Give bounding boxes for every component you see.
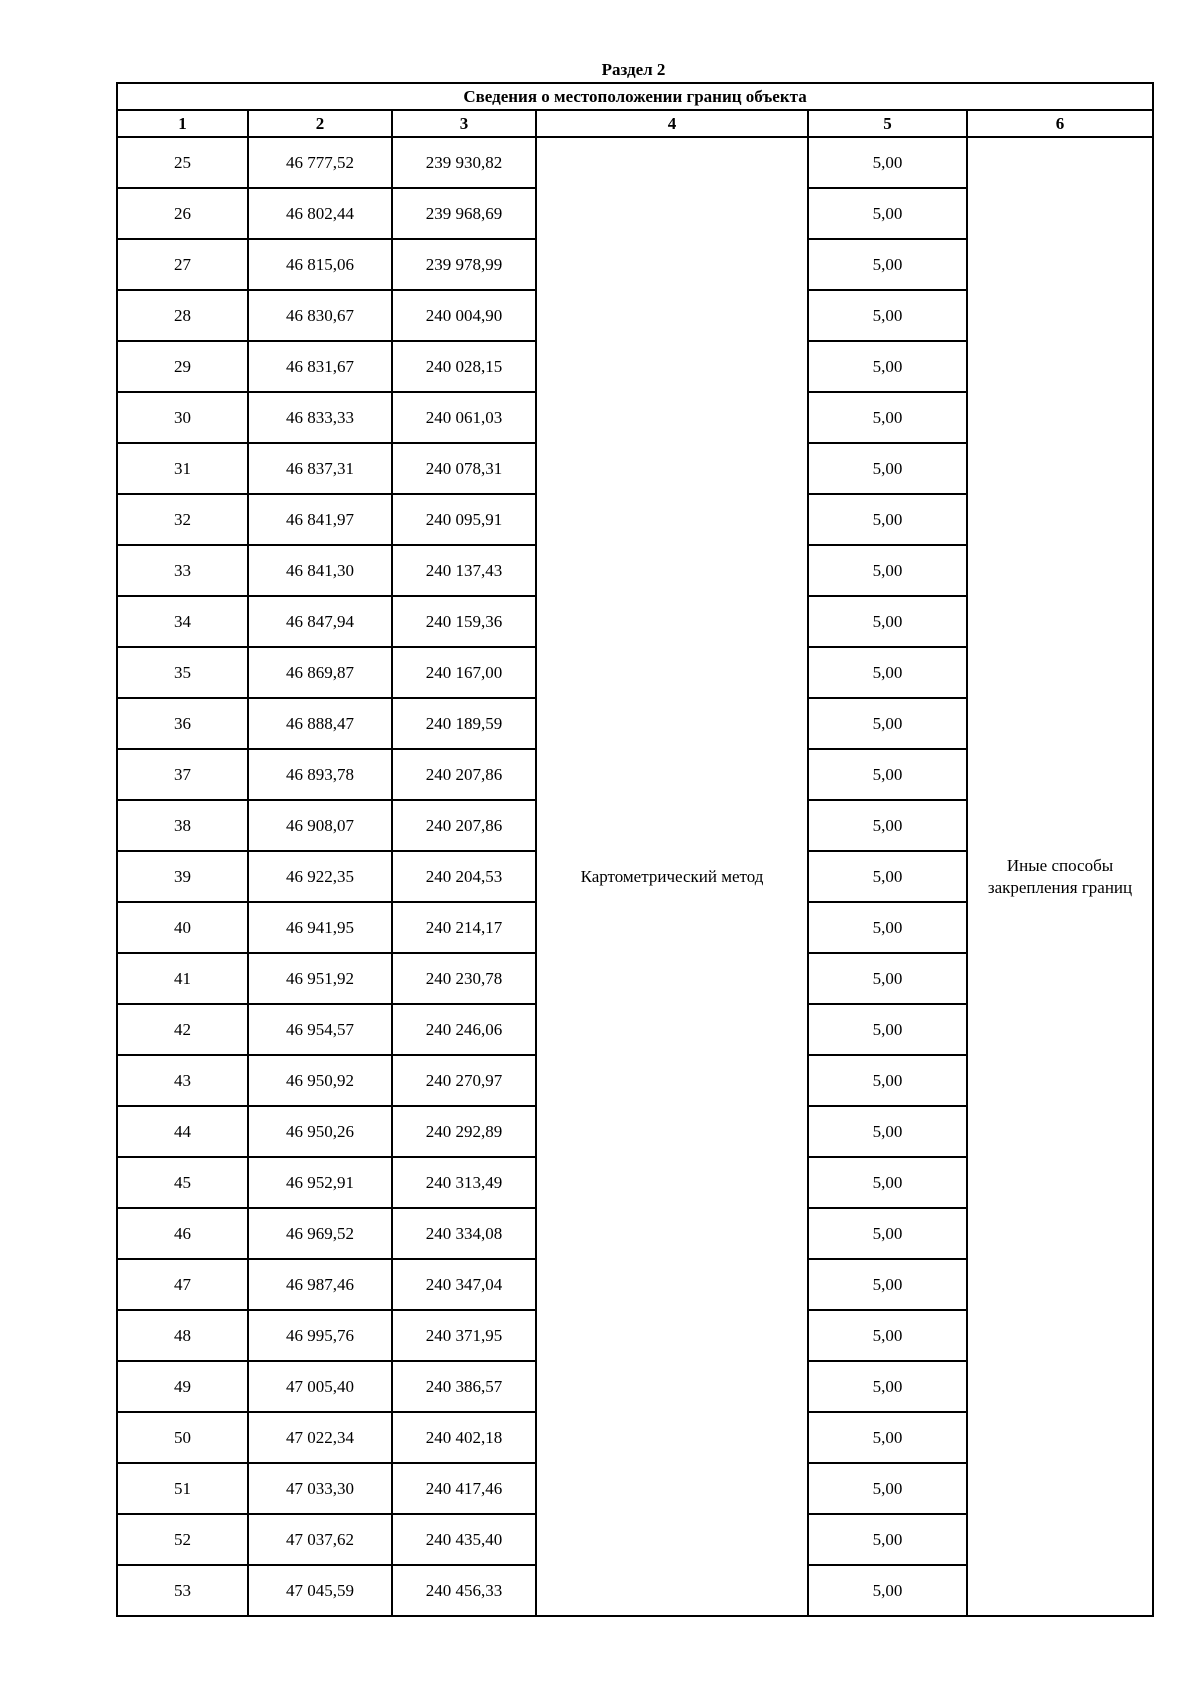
coordinate-y-cell: 240 204,53 <box>392 851 536 902</box>
coordinate-x-cell: 46 954,57 <box>248 1004 392 1055</box>
column-number-4: 4 <box>536 110 808 137</box>
accuracy-cell: 5,00 <box>808 698 967 749</box>
point-number-cell: 53 <box>117 1565 248 1616</box>
coordinate-y-cell: 240 313,49 <box>392 1157 536 1208</box>
coordinate-y-cell: 240 230,78 <box>392 953 536 1004</box>
accuracy-cell: 5,00 <box>808 443 967 494</box>
point-number-cell: 33 <box>117 545 248 596</box>
point-number-cell: 51 <box>117 1463 248 1514</box>
coordinate-x-cell: 46 869,87 <box>248 647 392 698</box>
coordinate-x-cell: 46 987,46 <box>248 1259 392 1310</box>
coordinate-x-cell: 47 005,40 <box>248 1361 392 1412</box>
coordinate-y-cell: 240 159,36 <box>392 596 536 647</box>
column-number-2: 2 <box>248 110 392 137</box>
table-body <box>117 83 1153 1616</box>
coordinate-y-cell: 240 207,86 <box>392 800 536 851</box>
coordinate-y-cell: 240 402,18 <box>392 1412 536 1463</box>
point-number-cell: 34 <box>117 596 248 647</box>
point-number-cell: 39 <box>117 851 248 902</box>
coordinate-y-cell: 240 270,97 <box>392 1055 536 1106</box>
coordinate-x-cell: 46 802,44 <box>248 188 392 239</box>
coordinate-y-cell: 239 968,69 <box>392 188 536 239</box>
coordinate-y-cell: 240 078,31 <box>392 443 536 494</box>
coordinate-y-cell: 240 207,86 <box>392 749 536 800</box>
coordinate-x-cell: 46 831,67 <box>248 341 392 392</box>
coordinate-x-cell: 46 830,67 <box>248 290 392 341</box>
point-number-cell: 35 <box>117 647 248 698</box>
accuracy-cell: 5,00 <box>808 494 967 545</box>
point-number-cell: 31 <box>117 443 248 494</box>
coordinate-x-cell: 46 969,52 <box>248 1208 392 1259</box>
point-number-cell: 49 <box>117 1361 248 1412</box>
accuracy-cell: 5,00 <box>808 1514 967 1565</box>
accuracy-cell: 5,00 <box>808 341 967 392</box>
coordinate-x-cell: 46 777,52 <box>248 137 392 188</box>
accuracy-cell: 5,00 <box>808 1208 967 1259</box>
column-number-row <box>117 110 1153 137</box>
coordinate-y-cell: 240 028,15 <box>392 341 536 392</box>
accuracy-cell: 5,00 <box>808 902 967 953</box>
accuracy-cell: 5,00 <box>808 1412 967 1463</box>
coordinate-y-cell: 240 137,43 <box>392 545 536 596</box>
accuracy-cell: 5,00 <box>808 137 967 188</box>
method-cell: Картометрический метод <box>536 137 808 1616</box>
coordinate-y-cell: 240 347,04 <box>392 1259 536 1310</box>
accuracy-cell: 5,00 <box>808 1004 967 1055</box>
accuracy-cell: 5,00 <box>808 1463 967 1514</box>
point-number-cell: 38 <box>117 800 248 851</box>
coordinate-x-cell: 46 888,47 <box>248 698 392 749</box>
coordinate-y-cell: 239 978,99 <box>392 239 536 290</box>
coordinate-y-cell: 240 061,03 <box>392 392 536 443</box>
point-number-cell: 30 <box>117 392 248 443</box>
coordinate-y-cell: 240 246,06 <box>392 1004 536 1055</box>
coordinate-y-cell: 240 004,90 <box>392 290 536 341</box>
coordinate-x-cell: 46 908,07 <box>248 800 392 851</box>
column-number-1: 1 <box>117 110 248 137</box>
accuracy-cell: 5,00 <box>808 1106 967 1157</box>
coordinate-y-cell: 240 371,95 <box>392 1310 536 1361</box>
accuracy-cell: 5,00 <box>808 290 967 341</box>
point-number-cell: 26 <box>117 188 248 239</box>
point-number-cell: 36 <box>117 698 248 749</box>
coordinate-x-cell: 47 045,59 <box>248 1565 392 1616</box>
point-number-cell: 29 <box>117 341 248 392</box>
coordinate-x-cell: 46 941,95 <box>248 902 392 953</box>
coordinate-x-cell: 46 847,94 <box>248 596 392 647</box>
point-number-cell: 42 <box>117 1004 248 1055</box>
point-number-cell: 44 <box>117 1106 248 1157</box>
point-number-cell: 28 <box>117 290 248 341</box>
coordinate-y-cell: 240 095,91 <box>392 494 536 545</box>
accuracy-cell: 5,00 <box>808 1310 967 1361</box>
coordinate-y-cell: 240 214,17 <box>392 902 536 953</box>
coordinate-x-cell: 46 922,35 <box>248 851 392 902</box>
coordinate-x-cell: 46 841,30 <box>248 545 392 596</box>
coordinate-x-cell: 46 950,26 <box>248 1106 392 1157</box>
coordinate-y-cell: 240 417,46 <box>392 1463 536 1514</box>
point-number-cell: 40 <box>117 902 248 953</box>
section-title: Раздел 2 <box>601 60 666 79</box>
accuracy-cell: 5,00 <box>808 1157 967 1208</box>
coordinate-x-cell: 46 893,78 <box>248 749 392 800</box>
accuracy-cell: 5,00 <box>808 596 967 647</box>
point-number-cell: 27 <box>117 239 248 290</box>
point-number-cell: 43 <box>117 1055 248 1106</box>
accuracy-cell: 5,00 <box>808 1259 967 1310</box>
point-number-cell: 47 <box>117 1259 248 1310</box>
coordinate-y-cell: 240 167,00 <box>392 647 536 698</box>
coordinate-x-cell: 46 833,33 <box>248 392 392 443</box>
point-number-cell: 32 <box>117 494 248 545</box>
accuracy-cell: 5,00 <box>808 1565 967 1616</box>
coordinate-y-cell: 239 930,82 <box>392 137 536 188</box>
table-caption: Сведения о местоположении границ объекта <box>117 83 1153 110</box>
point-number-cell: 41 <box>117 953 248 1004</box>
coordinate-y-cell: 240 189,59 <box>392 698 536 749</box>
coordinate-y-cell: 240 386,57 <box>392 1361 536 1412</box>
accuracy-cell: 5,00 <box>808 545 967 596</box>
column-number-5: 5 <box>808 110 967 137</box>
accuracy-cell: 5,00 <box>808 1055 967 1106</box>
accuracy-cell: 5,00 <box>808 1361 967 1412</box>
boundary-coordinates-table <box>116 82 1154 1617</box>
point-number-cell: 52 <box>117 1514 248 1565</box>
coordinate-x-cell: 47 033,30 <box>248 1463 392 1514</box>
table-row <box>117 137 1153 188</box>
coordinate-x-cell: 46 837,31 <box>248 443 392 494</box>
accuracy-cell: 5,00 <box>808 800 967 851</box>
coordinate-x-cell: 46 950,92 <box>248 1055 392 1106</box>
accuracy-cell: 5,00 <box>808 392 967 443</box>
column-number-3: 3 <box>392 110 536 137</box>
coordinate-x-cell: 47 022,34 <box>248 1412 392 1463</box>
point-number-cell: 48 <box>117 1310 248 1361</box>
coordinate-x-cell: 46 951,92 <box>248 953 392 1004</box>
accuracy-cell: 5,00 <box>808 851 967 902</box>
accuracy-cell: 5,00 <box>808 749 967 800</box>
coordinate-x-cell: 46 995,76 <box>248 1310 392 1361</box>
accuracy-cell: 5,00 <box>808 953 967 1004</box>
caption-row <box>117 83 1153 110</box>
accuracy-cell: 5,00 <box>808 647 967 698</box>
coordinate-y-cell: 240 292,89 <box>392 1106 536 1157</box>
point-number-cell: 45 <box>117 1157 248 1208</box>
accuracy-cell: 5,00 <box>808 188 967 239</box>
coordinate-y-cell: 240 435,40 <box>392 1514 536 1565</box>
column-number-6: 6 <box>967 110 1153 137</box>
point-number-cell: 50 <box>117 1412 248 1463</box>
coordinate-x-cell: 46 841,97 <box>248 494 392 545</box>
coordinate-x-cell: 47 037,62 <box>248 1514 392 1565</box>
point-number-cell: 25 <box>117 137 248 188</box>
boundary-fixing-cell: Иные способы закрепления границ <box>967 137 1153 1616</box>
point-number-cell: 37 <box>117 749 248 800</box>
coordinate-x-cell: 46 952,91 <box>248 1157 392 1208</box>
coordinate-x-cell: 46 815,06 <box>248 239 392 290</box>
coordinate-y-cell: 240 456,33 <box>392 1565 536 1616</box>
point-number-cell: 46 <box>117 1208 248 1259</box>
accuracy-cell: 5,00 <box>808 239 967 290</box>
coordinate-y-cell: 240 334,08 <box>392 1208 536 1259</box>
